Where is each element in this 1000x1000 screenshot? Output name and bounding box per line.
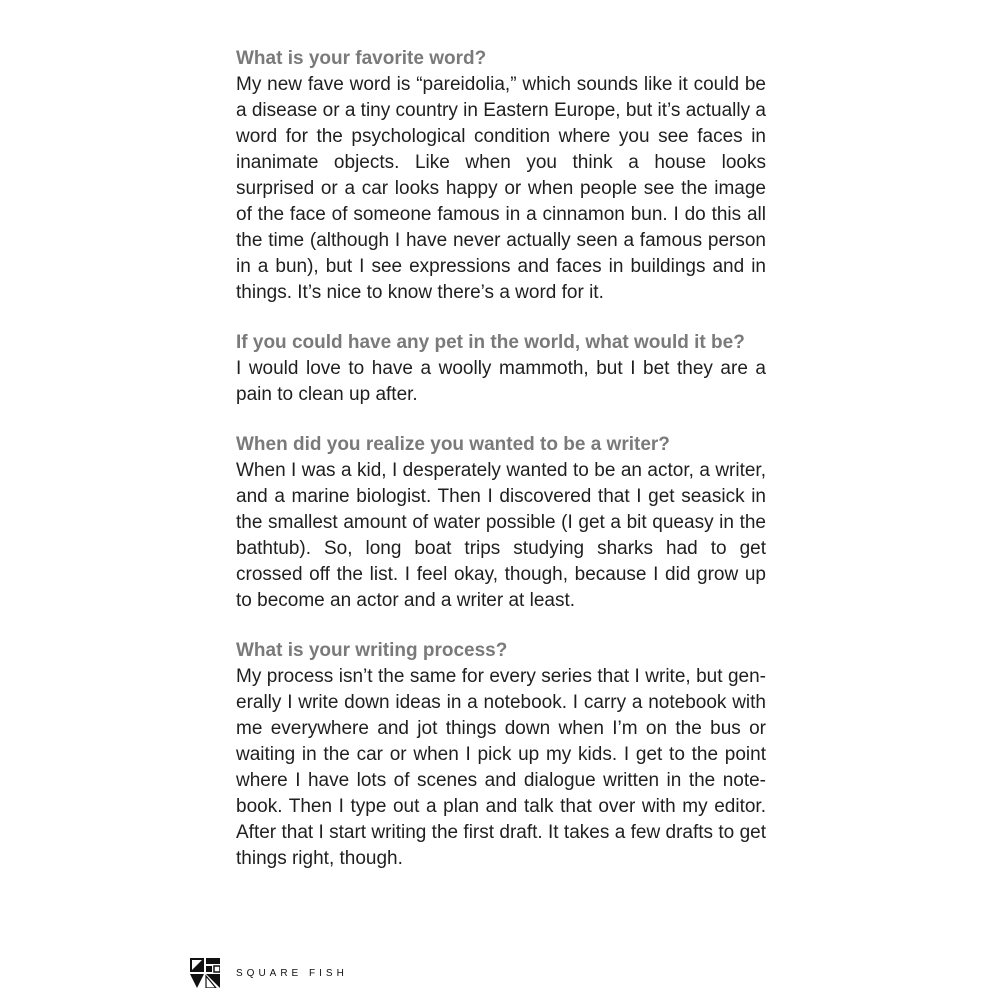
qa-item-favorite-word: [236, 46, 766, 306]
publisher-name: SQUARE FISH: [236, 967, 348, 979]
question-heading: What is your writing process?: [236, 640, 508, 661]
publisher-footer: [190, 958, 348, 988]
question-heading: When did you realize you wanted to be a writer?: [236, 434, 670, 455]
answer-text: My new fave word is “pareidolia,” which sounds like it could be a disease or a tiny country in Eastern Europe, but it’s actually a word for the psychological condition where you see faces in inanimate objects. Like when you think a house looks surprised or a car looks happy or when people see the image of the face of someone famous in a cinnamon bun. I do this all the time (although I have never actually seen a famous person in a bun), but I see expressions and faces in buildings and in things. It’s nice to know there’s a word for it.: [236, 74, 766, 303]
qa-item-pet: [236, 330, 766, 408]
question-heading: What is your favorite word?: [236, 48, 487, 69]
square-fish-logo-icon: [190, 958, 220, 988]
answer-text: My process isn’t the same for every series that I write, but gen-erally I write down ideas in a notebook. I carry a notebook with me everywhere and jot things down when I’m on the bus or waiting in the car or when I pick up my kids. I get to the point where I have lots of scenes and dialogue written in the note-book. Then I type out a plan and talk that over with my editor. After that I start writing the first draft. It takes a few drafts to get things right, though.: [236, 666, 766, 869]
question-heading: If you could have any pet in the world, what would it be?: [236, 332, 745, 353]
qa-item-process: [236, 638, 766, 872]
page-content: [236, 46, 766, 896]
qa-item-writer: [236, 432, 766, 614]
answer-text: I would love to have a woolly mammoth, but I bet they are a pain to clean up after.: [236, 358, 766, 405]
answer-text: When I was a kid, I desperately wanted to be an actor, a writer, and a marine biologist. Then I discovered that I get seasick in the smallest amount of water possible (I get a bit queasy in the bathtub). So, long boat trips studying sharks had to get crossed off the list. I feel okay, though, because I did grow up to become an actor and a writer at least.: [236, 460, 766, 611]
